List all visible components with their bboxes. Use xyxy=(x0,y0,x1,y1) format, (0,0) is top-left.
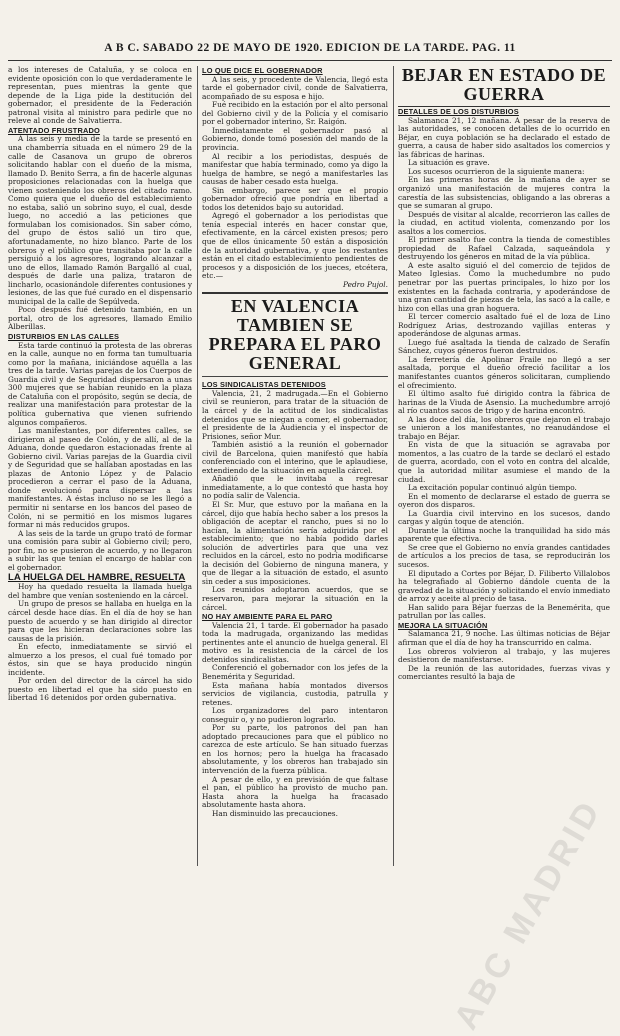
paragraph: Valencia 21, 1 tarde. El gobernador ha pasado toda la madrugada, organizando las medidas pertinentes ante el anuncio de huelga general. El motivo es la resistencia de la cárcel de los detenidos sindicalistas. xyxy=(202,622,388,665)
paragraph: Al recibir a los periodistas, después de manifestar que había terminado, como ya digo la huelga de hambre, se negó a manifestarles las causas de haber cesado esta huelga. xyxy=(202,153,388,187)
signature: Pedro Pujol. xyxy=(343,280,388,289)
section-heading-detalles: DETALLES DE LOS DISTURBIOS xyxy=(398,107,610,117)
paragraph: A las seis y media de la tarde se presentó en una chamberría situada en el número 29 de la calle de Casanova un grupo de obreros solicitando hablar con el dueño de la misma, llamado D. Benito Serra, a fin de hacerle algunas proposiciones relacionadas con la huelga que vienen sosteniendo los obreros del citado ramo. Como quiera que el dueño del establecimiento no estaba, salió un sobrino suyo, el cual, desde luego, no accedió a las peticiones que formulaban los comisionados. Sin saber cómo, del grupo de éstos salió un tiro que, afortunadamente, no hizo blanco. Parte de los obreros y el público que transitaba por la calle persiguió a los agresores, logrando alcanzar a uno de ellos, llamado Ramón Bargalló al cual, después de darle una paliza, trataron de lincharlo, ocasionándole diferentes contusiones y lesiones, de las que fué curado en el dispensario municipal de la calle de Sepúlveda. xyxy=(8,135,192,306)
section-heading-sindicalistas: LOS SINDICALISTAS DETENIDOS xyxy=(202,380,388,390)
paragraph: Después de visitar al alcalde, recorrieron las calles de la ciudad, en actitud violenta, comenzando por los asaltos a los comercios. xyxy=(398,211,610,237)
paragraph: Se cree que el Gobierno no envía grandes cantidades de artículos a los precios de tasa, se reproducirán los sucesos. xyxy=(398,544,610,570)
paragraph: Agregó el gobernador a los periodistas que tenía especial interés en hacer constar que, efectivamente, en la cárcel existen presos; pero que de ellos únicamente 50 están a disposición de la autoridad gubernativa, y que los restantes están en el citado establecimiento pendientes de procesos y a disposición de los jueces, etcétera, etc.— xyxy=(202,212,388,280)
paragraph: a los intereses de Cataluña, y se coloca en evidente oposición con lo que verdaderamente le representan, pues mientras la gente que depende de la Liga pide la destitución del gobernador, el presidente de la Federación patronal visita al ministro para pedirle que no releve al conde de Salvatierra. xyxy=(8,66,192,126)
paragraph: Conferenció el gobernador con los jefes de la Benemérita y Seguridad. xyxy=(202,664,388,681)
column-1 xyxy=(8,66,192,866)
paragraph: En efecto, inmediatamente se sirvió el almuerzo a los presos, el cual fué tomado por éstos, sin que se haya producido ningún incidente. xyxy=(8,643,192,677)
paragraph: Por su parte, los patronos del pan han adoptado precauciones para que el público no carezca de este artículo. Se han situado fuerzas en los hornos; pero la huelga ha fracasado absolutamente, y los obreros han trabajado sin intervención de la fuerza pública. xyxy=(202,724,388,775)
paragraph: Salamanca 21, 9 noche. Las últimas noticias de Béjar afirman que el día de hoy ha transcurrido en calma. xyxy=(398,630,610,647)
section-heading-atentado: ATENTADO FRUSTRADO xyxy=(8,126,192,136)
paragraph: Fué recibido en la estación por el alto personal del Gobierno civil y de la Policía y el comisario por el gobernador interino, Sr. Raigón. xyxy=(202,101,388,127)
section-heading-huelga: LA HUELGA DEL HAMBRE, RESUELTA xyxy=(8,572,192,583)
paragraph: Añadió que le invitaba a regresar inmediatamente, a lo que contestó que hasta hoy no podía salir de Valencia. xyxy=(202,475,388,501)
column-separator xyxy=(393,66,394,866)
paragraph: De la reunión de las autoridades, fuerzas vivas y comerciantes resultó la baja de xyxy=(398,665,610,682)
headline-valencia: EN VALENCIA TAMBIEN SE PREPARA EL PARO GENERAL xyxy=(202,297,388,373)
paragraph: Los sucesos ocurrieron de la siguiente manera: xyxy=(398,168,610,177)
paragraph: Sin embargo, parece ser que el propio gobernador ofreció que pondría en libertad a todos los detenidos bajo su autoridad. xyxy=(202,187,388,213)
paragraph: A este asalto siguió el del comercio de tejidos de Mateo Iglesias. Como la muchedumbre no pudo penetrar por las puertas principales, lo hizo por los existentes en la fachada contraria, y apoderándose de una gran cantidad de piezas de tela, las sacó a la calle, e hizo con ellas una gran hoguera. xyxy=(398,262,610,313)
divider xyxy=(202,376,388,377)
paragraph: Hoy ha quedado resuelta la llamada huelga del hambre que venían sosteniendo en la cárcel. xyxy=(8,583,192,600)
paragraph: A pesar de ello, y en previsión de que faltase el pan, el público ha provisto de mucho pan. Hasta ahora la huelga ha fracasado absolutamente hasta ahora. xyxy=(202,776,388,810)
paragraph: En vista de que la situación se agravaba por momentos, a las cuatro de la tarde se declaró el estado de guerra, acordado, con el voto en contra del alcalde, que la autoridad militar asumiese el mando de la ciudad. xyxy=(398,441,610,484)
paragraph: Durante la última noche la tranquilidad ha sido más aparente que efectiva. xyxy=(398,527,610,544)
paragraph: Los reunidos adoptaron acuerdos, que se reservaron, para mejorar la situación en la cárcel. xyxy=(202,586,388,612)
masthead-rule xyxy=(8,60,612,61)
section-heading-mejora: MEJORA LA SITUACIÓN xyxy=(398,621,610,631)
paragraph: El primer asalto fue contra la tienda de comestibles propiedad de Rafael Calzada, saqueándola y destruyendo los géneros en mitad de la vía pública. xyxy=(398,236,610,262)
paragraph: Inmediatamente el gobernador pasó al Gobierno, donde tomó posesión del mando de la provincia. xyxy=(202,127,388,153)
paragraph: El tercer comercio asaltado fué el de loza de Lino Rodríguez Arias, destrozando vajillas enteras y apoderándose de algunas armas. xyxy=(398,313,610,339)
paragraph: La ferretería de Apolinar Fraile no llegó a ser asaltada, porque el dueño ofreció facilitar a los manifestantes cuantos géneros solicitaran, cumpliendo el ofrecimiento. xyxy=(398,356,610,390)
divider xyxy=(202,292,388,294)
column-2 xyxy=(202,66,388,866)
paragraph: El último asalto fué dirigido contra la fábrica de harinas de la Viuda de Asensio. La muchedumbre arrojó al río cuantos sacos de trigo y de harina encontró. xyxy=(398,390,610,416)
column-3 xyxy=(398,66,610,866)
paragraph: En las primeras horas de la mañana de ayer se organizó una manifestación de mujeres contra la carestía de las subsistencias, obligando a las obreras a que se sumaran al grupo. xyxy=(398,176,610,210)
paragraph: Han disminuido las precauciones. xyxy=(202,810,388,819)
paragraph: En el momento de declararse el estado de guerra se oyeron dos disparos. xyxy=(398,493,610,510)
paragraph: Han salido para Béjar fuerzas de la Benemérita, que patrullan por las calles. xyxy=(398,604,610,621)
section-heading-disturbios: DISTURBIOS EN LAS CALLES xyxy=(8,332,192,342)
paragraph: El Sr. Mur, que estuvo por la mañana en la cárcel, dijo que había hecho saber a los presos la obligación de aceptar el rancho, pues si no lo hacían, la alimentación sería adquirida por el establecimiento; que no había podido darles solución de advertirles para que una vez recluidos en la cárcel, esto no podría modificarse la decisión del Gobierno de ninguna manera, y que de llegar a la situación de estado, el asunto sin ceder a sus imposiciones. xyxy=(202,501,388,586)
paragraph: Valencia, 21, 2 madrugada.—En el Gobierno civil se reunieron, para tratar de la situación de la cárcel y de la actitud de los sindicalistas detenidos que se niegan a comer, el gobernador, el presidente de la Audiencia y el inspector de Prisiones, señor Mur. xyxy=(202,390,388,441)
byline xyxy=(202,281,388,290)
paragraph: A las doce del día, los obreros que dejaron el trabajo se unieron a los manifestantes, no reanudándose el trabajo en Béjar. xyxy=(398,416,610,442)
headline-bejar: BEJAR EN ESTADO DE GUERRA xyxy=(398,66,610,107)
paragraph: A las seis de la tarde un grupo trató de formar una comisión para subir al Gobierno civil; pero, por fin, no se pusieron de acuerdo, y no llegaron a subir las que tenían el encargo de hablar con el gobernador. xyxy=(8,530,192,573)
paragraph: También asistió a la reunión el gobernador civil de Barcelona, quien manifestó que había conferenciado con el interino, que le aplaudiese, extendiendo de la situación en aquella cárcel. xyxy=(202,441,388,475)
section-heading-no-ambiente: NO HAY AMBIENTE PARA EL PARO xyxy=(202,612,388,622)
paragraph: A las seis, y procedente de Valencia, llegó esta tarde el gobernador civil, conde de Salvatierra, acompañado de su esposa e hijo. xyxy=(202,76,388,102)
page-masthead: A B C. SABADO 22 DE MAYO DE 1920. EDICION DE LA TARDE. PAG. 11 xyxy=(8,42,612,54)
paragraph: La Guardia civil intervino en los sucesos, dando cargas y algún toque de atención. xyxy=(398,510,610,527)
paragraph: Esta mañana había montados diversos servicios de vigilancia, custodia, patrulla y retenes. xyxy=(202,682,388,708)
column-separator xyxy=(197,66,198,866)
paragraph: Poco después fué detenido también, en un portal, otro de los agresores, llamado Emilio Alberillas. xyxy=(8,306,192,332)
paragraph: Las manifestantes, por diferentes calles, se dirigieron al paseo de Colón, y de allí, al de la Aduana, donde quedaron estacionadas frente al Gobierno civil. Varias parejas de la Guardia civil y de Seguridad que se hallaban apostadas en las plazas de Antonio López y de Palacio procedieron a cerrar el paso de la Aduana, donde evolucionó para dispersar a las manifestantes. A éstas incluso no se les llegó a permitir ni sentarse en los bancos del paseo de Colón, ni se permitió en los mismos lugares formar ni más reducidos grupos. xyxy=(8,427,192,530)
section-heading-gobernador: LO QUE DICE EL GOBERNADOR xyxy=(202,66,388,76)
paragraph: La excitación popular continuó algún tiempo. xyxy=(398,484,610,493)
paragraph: La situación es grave. xyxy=(398,159,610,168)
paragraph: Esta tarde continuó la protesta de las obreras en la calle, aunque no en forma tan tumultuaria como por la mañana, iniciándose aquélla a las tres de la tarde. Varias parejas de los Cuerpos de Guardia civil y de Seguridad dispersaron a unas 300 mujeres que se habían reunido en la plaza de Cataluña con el propósito, según se decía, de realizar una manifestación para protestar de la política gubernativa que vienen sufriendo algunos compañeros. xyxy=(8,342,192,427)
paragraph: Por orden del director de la cárcel ha sido puesto en libertad el que ha sido puesto en libertad 16 detenidos por orden gubernativa. xyxy=(8,677,192,703)
paragraph: Los organizadores del paro intentaron conseguir o, y no pudieron lograrlo. xyxy=(202,707,388,724)
paragraph: Los obreros volvieron al trabajo, y las mujeres desistieron de manifestarse. xyxy=(398,648,610,665)
paragraph: El diputado a Cortes por Béjar, D. Filiberto Villalobos ha telegrafiado al Gobierno dándole cuenta de la gravedad de la situación y solicitando el envío inmediato de arroz y aceite al precio de tasa. xyxy=(398,570,610,604)
watermark: ABC MADRID xyxy=(447,793,610,1036)
paragraph: Un grupo de presos se hallaba en huelga en la cárcel desde hace días. En el día de hoy se han puesto de acuerdo y se han dirigido al director para que les hicieran declaraciones sobre las causas de la prisión. xyxy=(8,600,192,643)
paragraph: Salamanca 21, 12 mañana. A pesar de la reserva de las autoridades, se conocen detalles de lo ocurrido en Béjar, en cuya población se ha declarado el estado de guerra, a causa de haber sido asaltados los comercios y las fábricas de harinas. xyxy=(398,117,610,160)
paragraph: Luego fué asaltada la tienda de calzado de Serafín Sánchez, cuyos géneros fueron destruidos. xyxy=(398,339,610,356)
